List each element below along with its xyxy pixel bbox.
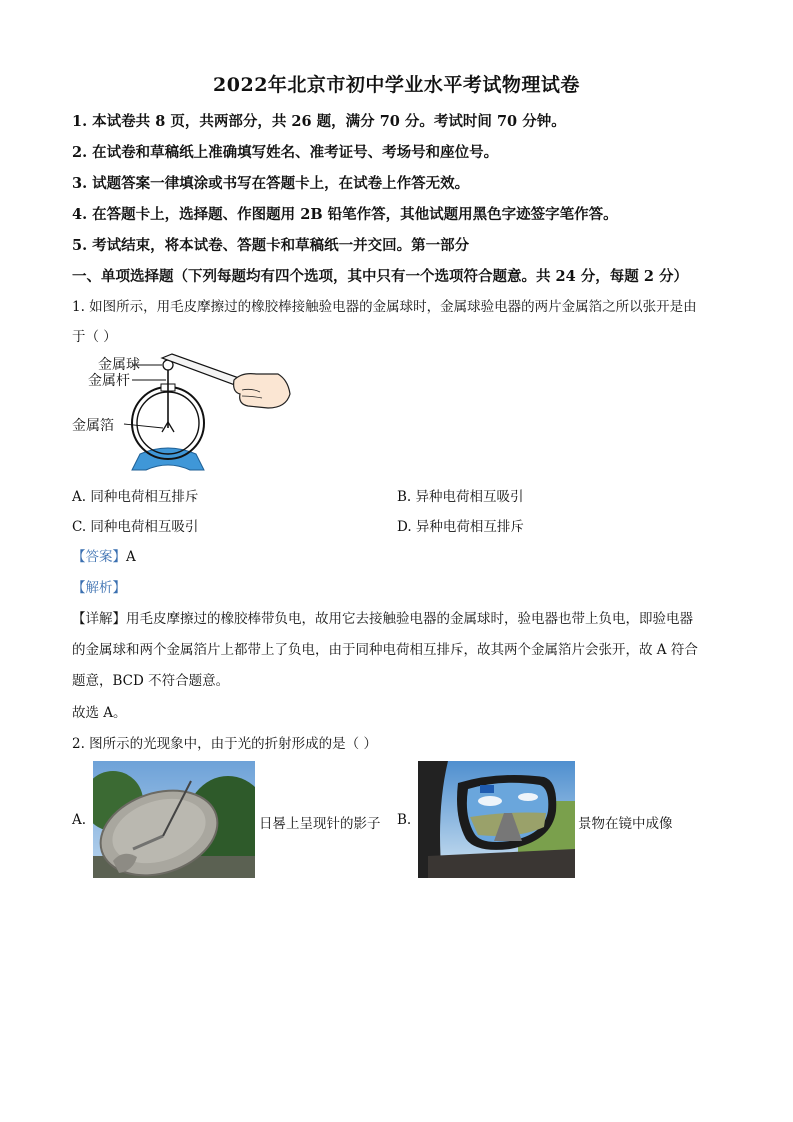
analysis-tag: 【解析】 xyxy=(72,580,126,596)
answer-tag: 【答案】 xyxy=(72,549,126,565)
mirror-reflection-cloud-2 xyxy=(518,793,538,801)
q2-stem: 2. 图所示的光现象中，由于光的折射形成的是（ ） xyxy=(72,736,377,752)
answer-value: A xyxy=(126,549,136,565)
hand-icon xyxy=(234,374,290,408)
car-mirror-photo xyxy=(418,761,575,878)
q1-option-b: B. 异种电荷相互吸引 xyxy=(397,489,524,505)
answer-line xyxy=(72,547,136,567)
q2-option-b-text: 景物在镜中成像 xyxy=(578,816,673,832)
label-metal-foil: 金属箔 xyxy=(72,418,114,434)
q1-stem-line2: 于（ ） xyxy=(72,329,117,345)
label-metal-rod: 金属杆 xyxy=(88,373,130,389)
mirror-reflection-sign xyxy=(480,785,494,793)
foil-leader-line xyxy=(124,424,163,428)
detail-tag: 【详解】 xyxy=(72,611,126,627)
electroscope-figure xyxy=(72,350,294,476)
sundial-photo xyxy=(93,761,255,878)
q1-conclusion: 故选 A。 xyxy=(72,705,127,721)
notice-2: 2. 在试卷和草稿纸上准确填写姓名、准考证号、考场号和座位号。 xyxy=(72,144,499,161)
section-heading: 一、单项选择题（下列每题均有四个选项，其中只有一个选项符合题意。共 24 分，每题 2 分） xyxy=(72,268,688,285)
label-metal-ball: 金属球 xyxy=(98,357,140,373)
q1-stem-line1: 1. 如图所示，用毛皮摩擦过的橡胶棒接触验电器的金属球时，金属球验电器的两片金属箔之所以张开是由 xyxy=(72,299,697,315)
notice-1: 1. 本试卷共 8 页，共两部分，共 26 题，满分 70 分。考试时间 70 分钟。 xyxy=(72,113,566,130)
detail-text-1: 用毛皮摩擦过的橡胶棒带负电，故用它去接触验电器的金属球时，验电器也带上负电，即验电器 xyxy=(126,611,693,627)
q1-option-c: C. 同种电荷相互吸引 xyxy=(72,519,199,535)
detail-line2: 的金属球和两个金属箔片上都带上了负电，由于同种电荷相互排斥，故其两个金属箔片会张开，故 A 符合 xyxy=(72,642,698,658)
q2-option-b-letter: B. xyxy=(397,812,412,828)
detail-line3: 题意，BCD 不符合题意。 xyxy=(72,673,230,689)
notice-3: 3. 试题答案一律填涂或书写在答题卡上，在试卷上作答无效。 xyxy=(72,175,470,192)
mirror-reflection-cloud xyxy=(478,796,502,806)
notice-4: 4. 在答题卡上，选择题、作图题用 2B 铅笔作答，其他试题用黑色字迹签字笔作答。 xyxy=(72,206,618,223)
detail-line1 xyxy=(72,609,722,629)
notice-5: 5. 考试结束，将本试卷、答题卡和草稿纸一并交回。第一部分 xyxy=(72,237,470,254)
q2-option-a-text: 日晷上呈现针的影子 xyxy=(259,816,381,832)
q2-option-a-letter: A. xyxy=(72,812,87,828)
page-title: 2022年北京市初中学业水平考试物理试卷 xyxy=(213,74,580,96)
q1-option-d: D. 异种电荷相互排斥 xyxy=(397,519,524,535)
q1-option-a: A. 同种电荷相互排斥 xyxy=(72,489,199,505)
